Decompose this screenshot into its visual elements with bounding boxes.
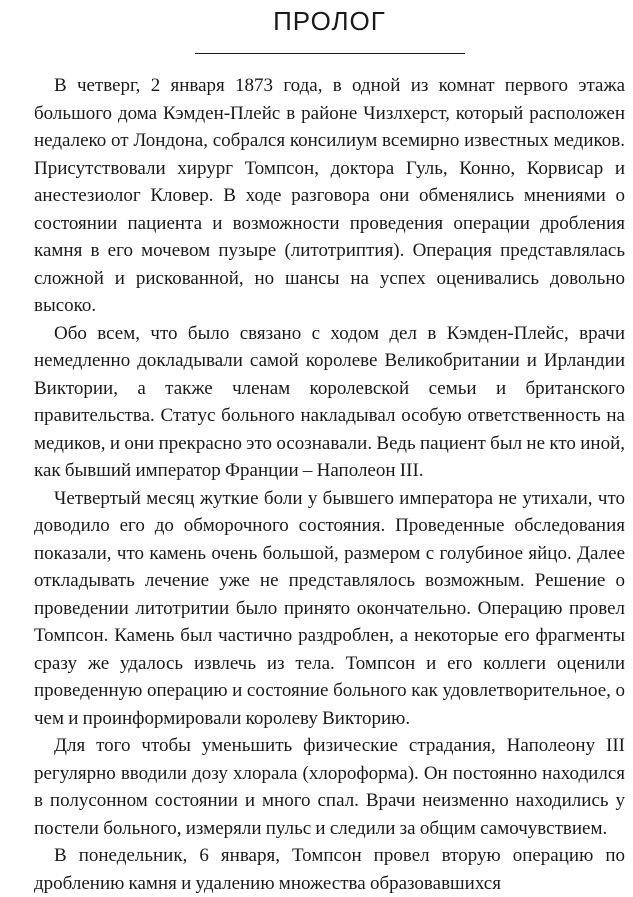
title-divider bbox=[195, 53, 465, 54]
paragraph-2: Обо всем, что было связано с ходом дел в Кэмден-Плейс, врачи немедленно докладывали самой королеве Великобритании и Ирландии Виктории, а также членам королевской семьи и британского правительства. Статус больного накладывал особую ответственность на медиков, и они прекрасно это осознавали. Ведь пациент был не кто иной, как бывший император Франции – Наполеон III. bbox=[34, 322, 625, 481]
paragraph-1: В четверг, 2 января 1873 года, в одной из комнат первого этажа большого дома Кэмден-Плейс в районе Чизлхерст, который расположен недалеко от Лондона, собрался консилиум всемирно известных медиков. Присутствовали хирург Томпсон, доктора Гуль, Конно, Корвисар и анестезиолог Кловер. В ходе разговора они обменялись мнениями о состоянии пациента и возможности проведения операции дробления камня в его мочевом пузыре (литотриптия). Операция представлялась сложной и рискованной, но шансы на успех оценивались довольно высоко. bbox=[34, 75, 625, 316]
paragraph-5: В понедельник, 6 января, Томпсон провел вторую операцию по дроблению камня и удалению множества образовавшихся bbox=[34, 845, 625, 894]
paragraph-3: Четвертый месяц жуткие боли у бывшего императора не утихали, что доводило его до обморочного состояния. Проведенные обследования показали, что камень очень большой, размером с голубиное яйцо. Далее откладывать лечение уже не представлялось возможным. Решение о проведении литотритии было принято окончательно. Операцию провел Томпсон. Камень был частично раздроблен, а некоторые его фрагменты сразу же удалось извлечь из тела. Томпсон и его коллеги оценили проведенную операцию и состояние больного как удовлетворительное, о чем и проинформировали королеву Викторию. bbox=[34, 487, 625, 729]
paragraph-4: Для того чтобы уменьшить физические страдания, Наполеону III регулярно вводили дозу хлорала (хлороформа). Он постоянно находился в полусонном состоянии и много спал. Врачи неизменно находились у постели больного, измеряли пульс и следили за общим самочувствием. bbox=[34, 735, 625, 839]
chapter-body bbox=[34, 72, 625, 897]
chapter-title: ПРОЛОГ bbox=[273, 6, 386, 36]
